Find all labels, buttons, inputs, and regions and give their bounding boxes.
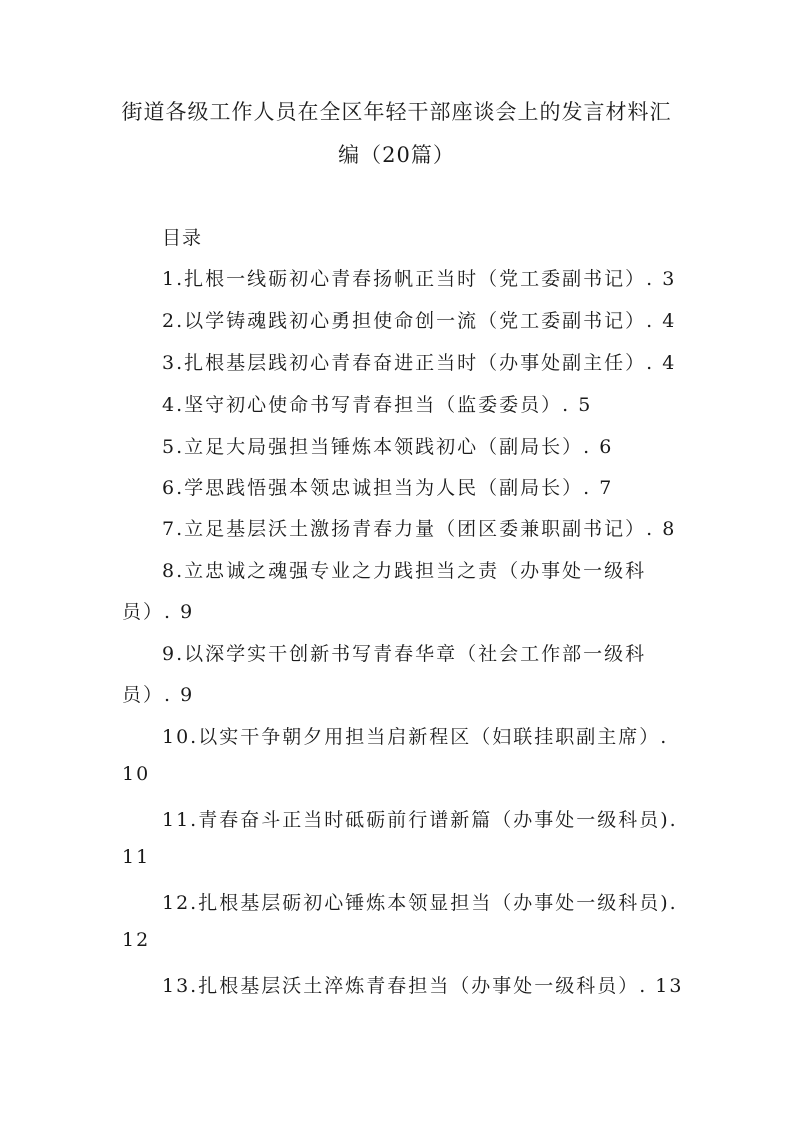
toc-entry[interactable]: 11.青春奋斗正当时砥砺前行谱新篇（办事处一级科员). (162, 809, 678, 831)
toc-entry[interactable]: 12.扎根基层砺初心锤炼本领显担当（办事处一级科员). (162, 892, 678, 914)
toc-entry[interactable]: 6.学思践悟强本领忠诚担当为人民（副局长）. 7 (162, 477, 614, 499)
toc-entry-continuation[interactable]: 10 (122, 763, 151, 785)
toc-entry[interactable]: 1.扎根一线砺初心青春扬帆正当时（党工委副书记）. 3 (162, 268, 677, 290)
toc-entry-continuation[interactable]: 员）. 9 (122, 684, 195, 706)
toc-entry[interactable]: 5.立足大局强担当锤炼本领践初心（副局长）. 6 (162, 436, 614, 458)
document-title-line-1: 街道各级工作人员在全区年轻干部座谈会上的发言材料汇 (121, 100, 672, 124)
toc-entry-continuation[interactable]: 员）. 9 (122, 601, 195, 623)
toc-entry[interactable]: 13.扎根基层沃土淬炼青春担当（办事处一级科员）. 13 (162, 975, 684, 997)
toc-entry[interactable]: 4.坚守初心使命书写青春担当（监委委员）. 5 (162, 394, 593, 416)
toc-entry-continuation[interactable]: 11 (122, 846, 151, 868)
toc-entry[interactable]: 9.以深学实干创新书写青春华章（社会工作部一级科 (162, 643, 647, 665)
toc-entry[interactable]: 7.立足基层沃土激扬青春力量（团区委兼职副书记）. 8 (162, 518, 677, 540)
toc-entry[interactable]: 10.以实干争朝夕用担当启新程区（妇联挂职副主席）. (162, 726, 669, 748)
toc-entry-continuation[interactable]: 12 (122, 929, 151, 951)
toc-heading: 目录 (162, 227, 203, 249)
toc-entry[interactable]: 2.以学铸魂践初心勇担使命创一流（党工委副书记）. 4 (162, 310, 677, 332)
toc-entry[interactable]: 3.扎根基层践初心青春奋进正当时（办事处副主任）. 4 (162, 352, 677, 374)
document-title-line-2: 编（20篇） (338, 143, 455, 167)
toc-entry[interactable]: 8.立忠诚之魂强专业之力践担当之责（办事处一级科 (162, 560, 647, 582)
